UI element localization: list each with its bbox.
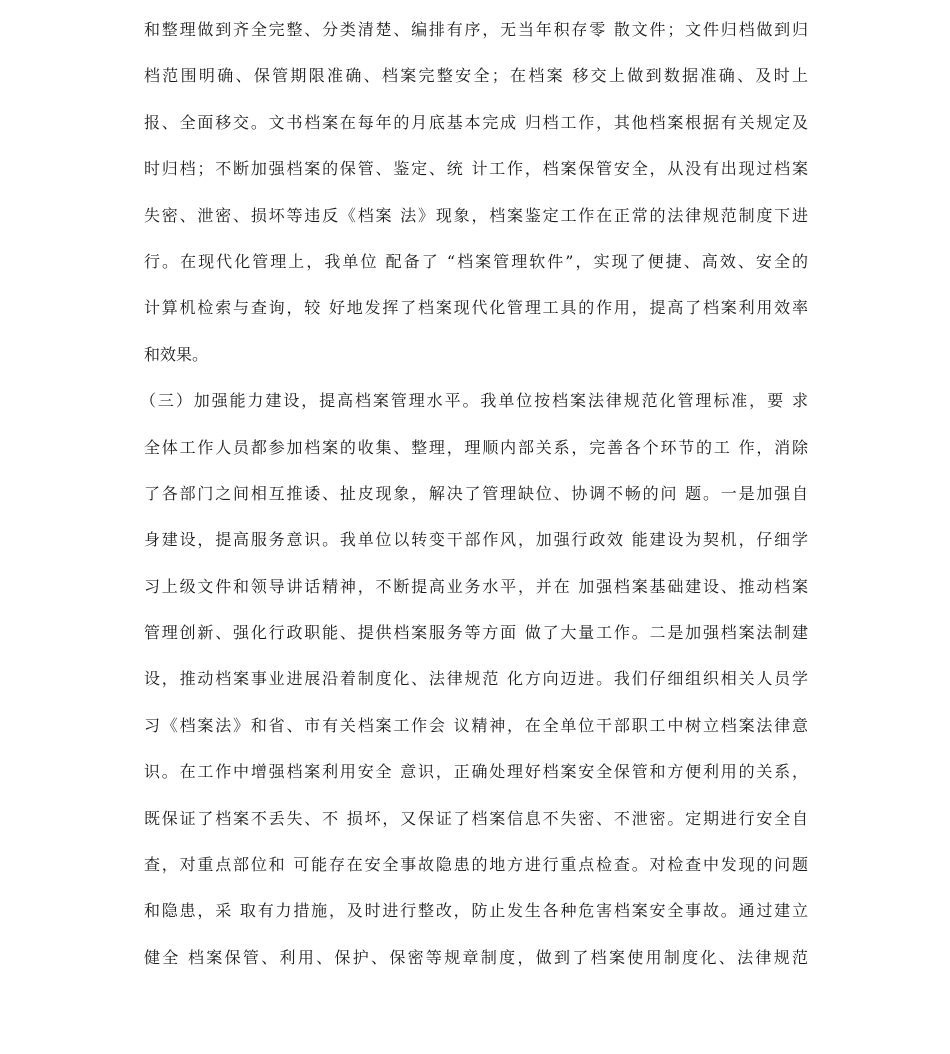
text-line: 管理创新、强化行政职能、提供档案服务等方面 做了大量工作。二是加强档案法制建 xyxy=(144,623,808,643)
text-line: 设，推动档案事业进展沿着制度化、法律规范 化方向迈进。我们仔细组织相关人员学 xyxy=(144,669,808,689)
text-line: 计算机检索与查询，较 好地发挥了档案现代化管理工具的作用，提高了档案利用效率 xyxy=(144,298,808,318)
text-line: 报、全面移交。文书档案在每年的月底基本完成 归档工作，其他档案根据有关规定及 xyxy=(144,112,808,132)
section-heading-line: （三）加强能力建设，提高档案管理水平。我单位按档案法律规范化管理标准，要 求 xyxy=(140,391,808,411)
text-line: 习上级文件和领导讲话精神，不断提高业务水平，并在 加强档案基础建设、推动档案 xyxy=(144,576,808,596)
text-line: 时归档；不断加强档案的保管、鉴定、统 计工作，档案保管安全，从没有出现过档案 xyxy=(144,159,808,179)
text-line: 全体工作人员都参加档案的收集、整理，理顺内部关系，完善各个环节的工 作，消除 xyxy=(144,437,808,457)
text-line: 行。在现代化管理上，我单位 配备了 “档案管理软件”，实现了便捷、高效、安全的 xyxy=(144,251,808,271)
body-text xyxy=(140,13,808,987)
text-line: 健全 档案保管、利用、保护、保密等规章制度，做到了档案使用制度化、法律规范 xyxy=(144,947,808,967)
text-line: 了各部门之间相互推诿、扯皮现象，解决了管理缺位、协调不畅的问 题。一是加强自 xyxy=(144,483,808,503)
text-line: 查，对重点部位和 可能存在安全事故隐患的地方进行重点检查。对检查中发现的问题 xyxy=(144,855,808,875)
text-line: 失密、泄密、损坏等违反《档案 法》现象，档案鉴定工作在正常的法律规范制度下进 xyxy=(144,205,808,225)
text-line: 身建设，提高服务意识。我单位以转变干部作风，加强行政效 能建设为契机，仔细学 xyxy=(144,530,808,550)
text-line: 和效果。 xyxy=(144,344,209,364)
text-line: 和整理做到齐全完整、分类清楚、编排有序，无当年积存零 散文件；文件归档做到归 xyxy=(144,20,808,39)
text-line: 档范围明确、保管期限准确、档案完整安全；在档案 移交上做到数据准确、及时上 xyxy=(144,66,808,86)
text-line: 识。在工作中增强档案利用安全 意识，正确处理好档案安全保管和方便利用的关系， xyxy=(144,762,808,782)
text-line: 和隐患，采 取有力措施，及时进行整改，防止发生各种危害档案安全事故。通过建立 xyxy=(144,901,808,921)
text-line: 既保证了档案不丢失、不 损坏，又保证了档案信息不失密、不泄密。定期进行安全自 xyxy=(144,808,808,828)
text-line: 习《档案法》和省、市有关档案工作会 议精神，在全单位干部职工中树立档案法律意 xyxy=(144,715,808,735)
